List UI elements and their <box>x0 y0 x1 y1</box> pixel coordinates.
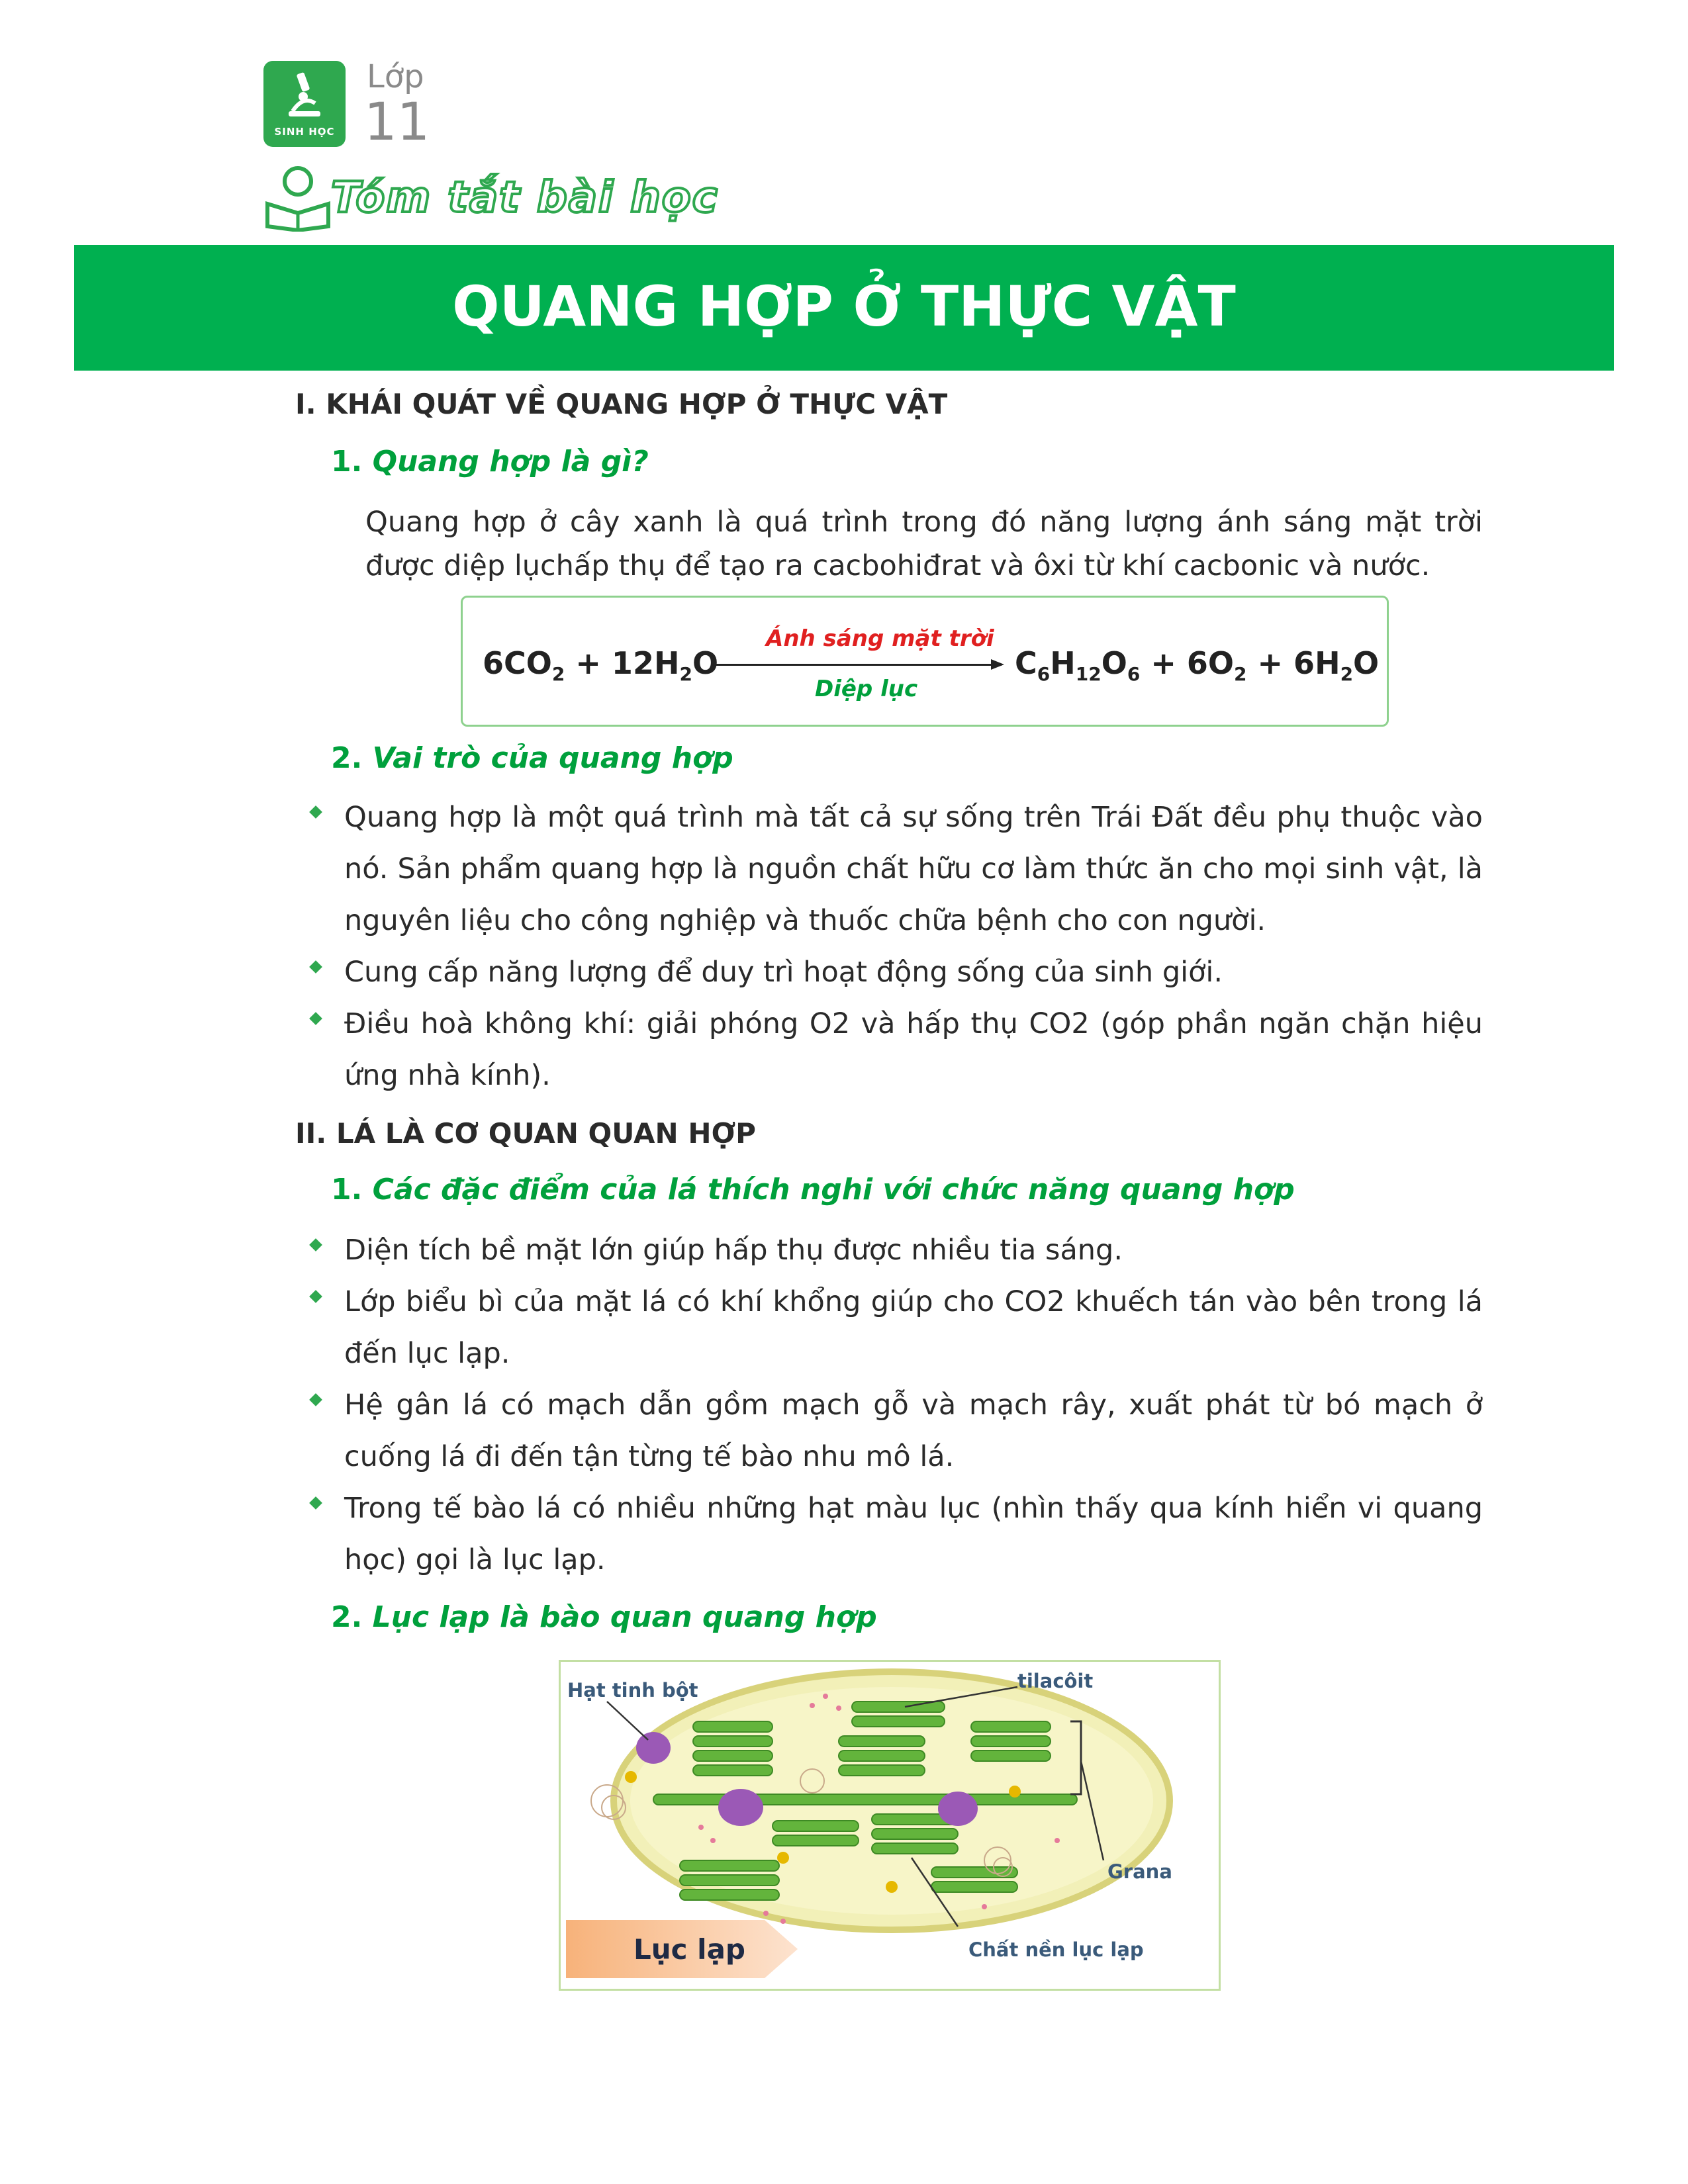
equation-arrow <box>713 664 1002 666</box>
feature-text: Diện tích bề mặt lớn giúp hấp thụ được nhiều tia sáng. <box>344 1234 1123 1267</box>
title-banner <box>74 245 1614 371</box>
diamond-bullet-icon <box>309 805 322 819</box>
microscope-icon <box>283 70 326 120</box>
label-thylakoid: tilacôit <box>1017 1670 1094 1692</box>
role-text: Quang hợp là một quá trình mà tất cả sự sống trên Trái Đất đều phụ thuộc vào nó. Sản phẩm quang hợp là nguồn chất hữu cơ làm thức ăn cho mọi sinh vật, là nguyên liệu cho công nghiệp và thuốc chữa bệnh cho con người. <box>344 801 1483 937</box>
summary-title: Tóm tắt bài học <box>331 173 719 222</box>
section-2-sub-2-heading <box>331 1600 877 1634</box>
logo-lop-label: Lớp <box>367 58 424 95</box>
logo <box>263 61 346 147</box>
badge-label: Lục lạp <box>633 1933 745 1966</box>
sub-heading-title: Lục lạp là bào quan quang hợp <box>372 1600 877 1634</box>
diamond-bullet-icon <box>309 1238 322 1251</box>
page-title: QUANG HỢP Ở THỰC VẬT <box>452 274 1236 339</box>
feature-item <box>344 1379 1483 1482</box>
label-starch-grain: Hạt tinh bột <box>567 1679 698 1702</box>
section-2-sub-1-heading <box>331 1173 1295 1206</box>
diamond-bullet-icon <box>309 1290 322 1303</box>
sub-heading-number: 2. <box>331 1600 363 1634</box>
feature-item <box>344 1482 1483 1586</box>
diamond-bullet-icon <box>309 960 322 974</box>
feature-item <box>344 1276 1483 1379</box>
role-text: Điều hoà không khí: giải phóng O2 và hấp thụ CO2 (góp phần ngăn chặn hiệu ứng nhà kính). <box>344 1007 1483 1092</box>
role-item <box>344 792 1483 946</box>
feature-text: Hệ gân lá có mạch dẫn gồm mạch gỗ và mạch rây, xuất phát từ bó mạch ở cuống lá đi đến tận từng tế bào nhu mô lá. <box>344 1388 1483 1473</box>
photosynthesis-definition: Quang hợp ở cây xanh là quá trình trong đó năng lượng ánh sáng mặt trời được diệp lụchấp thụ để tạo ra cacbohiđrat và ôxi từ khí cacbonic và nước. <box>365 506 1483 582</box>
sub-heading-number: 2. <box>331 741 363 775</box>
equation-condition-chlorophyll: Diệp lục <box>815 676 918 702</box>
role-text: Cung cấp năng lượng để duy trì hoạt động sống của sinh giới. <box>344 956 1223 989</box>
chloroplast-diagram <box>559 1660 1221 1991</box>
logo-grade-number: 11 <box>364 93 430 152</box>
photosynthesis-equation <box>461 596 1389 727</box>
sub-heading-title: Vai trò của quang hợp <box>372 741 733 775</box>
feature-text: Trong tế bào lá có nhiều những hạt màu lục (nhìn thấy qua kính hiển vi quang học) gọi là lục lạp. <box>344 1492 1483 1576</box>
diamond-bullet-icon <box>309 1012 322 1025</box>
equation-products: $C_6H_{12}O_6 + 6O_2 + 6H_2O$ <box>1015 645 1380 686</box>
label-stroma: Chất nền lục lạp <box>968 1938 1144 1961</box>
diamond-bullet-icon <box>309 1496 322 1510</box>
role-item <box>344 946 1483 998</box>
reading-book-icon <box>263 165 336 232</box>
equation-reactants: $6CO_2 + 12H_2O$ <box>483 645 719 686</box>
diamond-bullet-icon <box>309 1393 322 1406</box>
equation-condition-light: Ánh sáng mặt trời <box>766 625 994 652</box>
logo-caption: SINH HỌC <box>274 126 335 138</box>
sub-heading-number: 1. <box>331 445 363 478</box>
section-1-sub-2-heading <box>331 741 733 775</box>
role-item <box>344 998 1483 1101</box>
sub-heading-title: Các đặc điểm của lá thích nghi với chức năng quang hợp <box>372 1173 1295 1206</box>
feature-text: Lớp biểu bì của mặt lá có khí khổng giúp cho CO2 khuếch tán vào bên trong lá đến lục lạp. <box>344 1285 1483 1370</box>
section-1-sub-1-heading <box>331 445 649 478</box>
sub-heading-title: Quang hợp là gì? <box>372 445 649 478</box>
section-2-heading: II. LÁ LÀ CƠ QUAN QUAN HỢP <box>295 1117 756 1150</box>
label-grana: Grana <box>1107 1860 1172 1883</box>
sub-heading-number: 1. <box>331 1173 363 1206</box>
section-1-heading: I. KHÁI QUÁT VỀ QUANG HỢP Ở THỰC VẬT <box>295 388 948 420</box>
feature-item <box>344 1224 1483 1276</box>
